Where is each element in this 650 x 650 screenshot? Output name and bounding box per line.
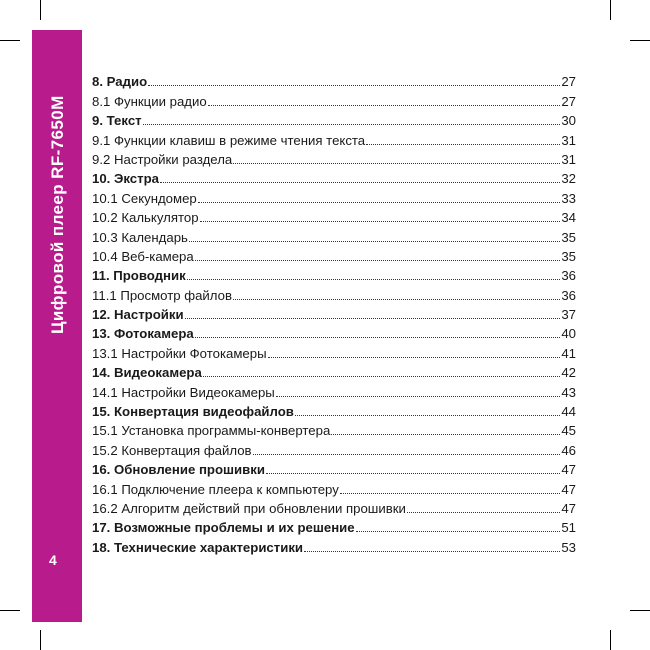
toc-entry[interactable] (92, 361, 576, 380)
toc-entry-label: 13. Фотокамера (92, 326, 194, 342)
toc-entry[interactable] (92, 341, 576, 360)
toc-entry-label: 12. Настройки (92, 307, 184, 323)
toc-leader-dots (185, 318, 561, 319)
toc-leader-dots (340, 493, 561, 494)
toc-entry-page: 46 (561, 442, 576, 458)
toc-entry[interactable] (92, 283, 576, 302)
toc-entry-page: 47 (561, 462, 576, 478)
toc-entry-page: 34 (561, 210, 576, 226)
toc-leader-dots (407, 512, 560, 513)
toc-leader-dots (148, 85, 560, 86)
toc-entry[interactable] (92, 438, 576, 457)
toc-entry[interactable] (92, 167, 576, 186)
crop-mark-bottom-right-horizontal (630, 610, 650, 611)
toc-entry[interactable] (92, 477, 576, 496)
toc-entry-label: 18. Технические характеристики (92, 539, 304, 555)
toc-leader-dots (187, 279, 561, 280)
toc-entry-page: 30 (561, 113, 576, 129)
crop-mark-top-right-vertical (610, 0, 611, 20)
toc-leader-dots (233, 163, 560, 164)
toc-leader-dots (203, 376, 561, 377)
toc-entry-label: 11. Проводник (92, 268, 186, 284)
toc-entry-label: 10.2 Калькулятор (92, 210, 199, 226)
toc-entry-label: 10.1 Секундомер (92, 190, 197, 206)
toc-entry-page: 36 (561, 287, 576, 303)
toc-entry-label: 13.1 Настройки Фотокамеры (92, 345, 267, 361)
toc-entry-label: 8.1 Функции радио (92, 93, 207, 109)
crop-mark-top-left-vertical (40, 0, 41, 20)
toc-leader-dots (295, 415, 560, 416)
toc-entry[interactable] (92, 70, 576, 89)
toc-entry[interactable] (92, 535, 576, 554)
toc-entry-page: 36 (561, 268, 576, 284)
toc-entry-page: 43 (561, 384, 576, 400)
toc-leader-dots (208, 105, 561, 106)
toc-entry-page: 27 (561, 74, 576, 90)
toc-entry-page: 27 (561, 93, 576, 109)
toc-entry-label: 16.2 Алгоритм действий при обновлении прошивки (92, 500, 406, 516)
toc-entry[interactable] (92, 419, 576, 438)
toc-leader-dots (233, 299, 560, 300)
toc-leader-dots (143, 124, 561, 125)
toc-entry-page: 42 (561, 365, 576, 381)
page-number: 4 (49, 552, 57, 568)
toc-entry[interactable] (92, 322, 576, 341)
toc-entry[interactable] (92, 458, 576, 477)
toc-leader-dots (266, 473, 560, 474)
toc-entry-label: 15.2 Конвертация файлов (92, 442, 252, 458)
toc-entry-page: 37 (561, 307, 576, 323)
toc-entry-page: 33 (561, 190, 576, 206)
toc-entry[interactable] (92, 206, 576, 225)
toc-entry-label: 11.1 Просмотр файлов (92, 287, 232, 303)
toc-entry[interactable] (92, 245, 576, 264)
toc-entry-label: 9. Текст (92, 113, 142, 129)
toc-leader-dots (200, 221, 561, 222)
table-of-contents (92, 70, 576, 555)
toc-leader-dots (160, 182, 560, 183)
toc-entry-label: 16.1 Подключение плеера к компьютеру (92, 481, 339, 497)
toc-entry-page: 31 (561, 151, 576, 167)
toc-entry[interactable] (92, 186, 576, 205)
toc-entry-page: 35 (561, 229, 576, 245)
toc-leader-dots (268, 357, 561, 358)
toc-entry[interactable] (92, 89, 576, 108)
toc-entry[interactable] (92, 516, 576, 535)
toc-entry-page: 47 (561, 481, 576, 497)
toc-entry-page: 40 (561, 326, 576, 342)
crop-mark-bottom-right-vertical (610, 630, 611, 650)
toc-entry[interactable] (92, 264, 576, 283)
crop-mark-top-right-horizontal (630, 40, 650, 41)
crop-mark-top-left-horizontal (0, 40, 20, 41)
crop-mark-bottom-left-horizontal (0, 610, 20, 611)
crop-mark-bottom-left-vertical (40, 630, 41, 650)
toc-entry-label: 10.4 Веб-камера (92, 248, 194, 264)
toc-leader-dots (331, 434, 560, 435)
toc-leader-dots (198, 202, 561, 203)
toc-entry-page: 35 (561, 248, 576, 264)
toc-entry-page: 32 (561, 171, 576, 187)
toc-entry-label: 17. Возможные проблемы и их решение (92, 520, 355, 536)
toc-entry-page: 45 (561, 423, 576, 439)
toc-entry[interactable] (92, 303, 576, 322)
toc-entry-page: 51 (561, 520, 576, 536)
toc-entry[interactable] (92, 380, 576, 399)
toc-leader-dots (195, 260, 561, 261)
toc-entry-label: 8. Радио (92, 74, 148, 90)
toc-entry-label: 15. Конвертация видеофайлов (92, 404, 294, 420)
toc-leader-dots (366, 144, 560, 145)
toc-entry-page: 47 (561, 500, 576, 516)
toc-entry[interactable] (92, 497, 576, 516)
toc-leader-dots (356, 531, 561, 532)
toc-leader-dots (276, 396, 561, 397)
toc-leader-dots (253, 454, 561, 455)
toc-entry-page: 41 (561, 345, 576, 361)
toc-entry-label: 10.3 Календарь (92, 229, 188, 245)
toc-entry[interactable] (92, 400, 576, 419)
toc-entry-label: 14. Видеокамера (92, 365, 202, 381)
toc-entry[interactable] (92, 128, 576, 147)
toc-leader-dots (304, 551, 560, 552)
toc-entry[interactable] (92, 109, 576, 128)
toc-entry-page: 44 (561, 404, 576, 420)
toc-entry-label: 9.1 Функции клавиш в режиме чтения текста (92, 132, 366, 148)
toc-entry[interactable] (92, 148, 576, 167)
toc-entry-label: 16. Обновление прошивки (92, 462, 265, 478)
toc-entry-page: 31 (561, 132, 576, 148)
toc-entry-label: 10. Экстра (92, 171, 159, 187)
toc-entry-label: 14.1 Настройки Видеокамеры (92, 384, 275, 400)
toc-entry[interactable] (92, 225, 576, 244)
toc-leader-dots (195, 337, 561, 338)
toc-entry-page: 53 (561, 539, 576, 555)
sidebar-title: Цифровой плеер RF-7650M (48, 95, 67, 334)
toc-entry-label: 9.2 Настройки раздела (92, 151, 233, 167)
toc-leader-dots (189, 241, 560, 242)
toc-entry-label: 15.1 Установка программы-конвертера (92, 423, 331, 439)
